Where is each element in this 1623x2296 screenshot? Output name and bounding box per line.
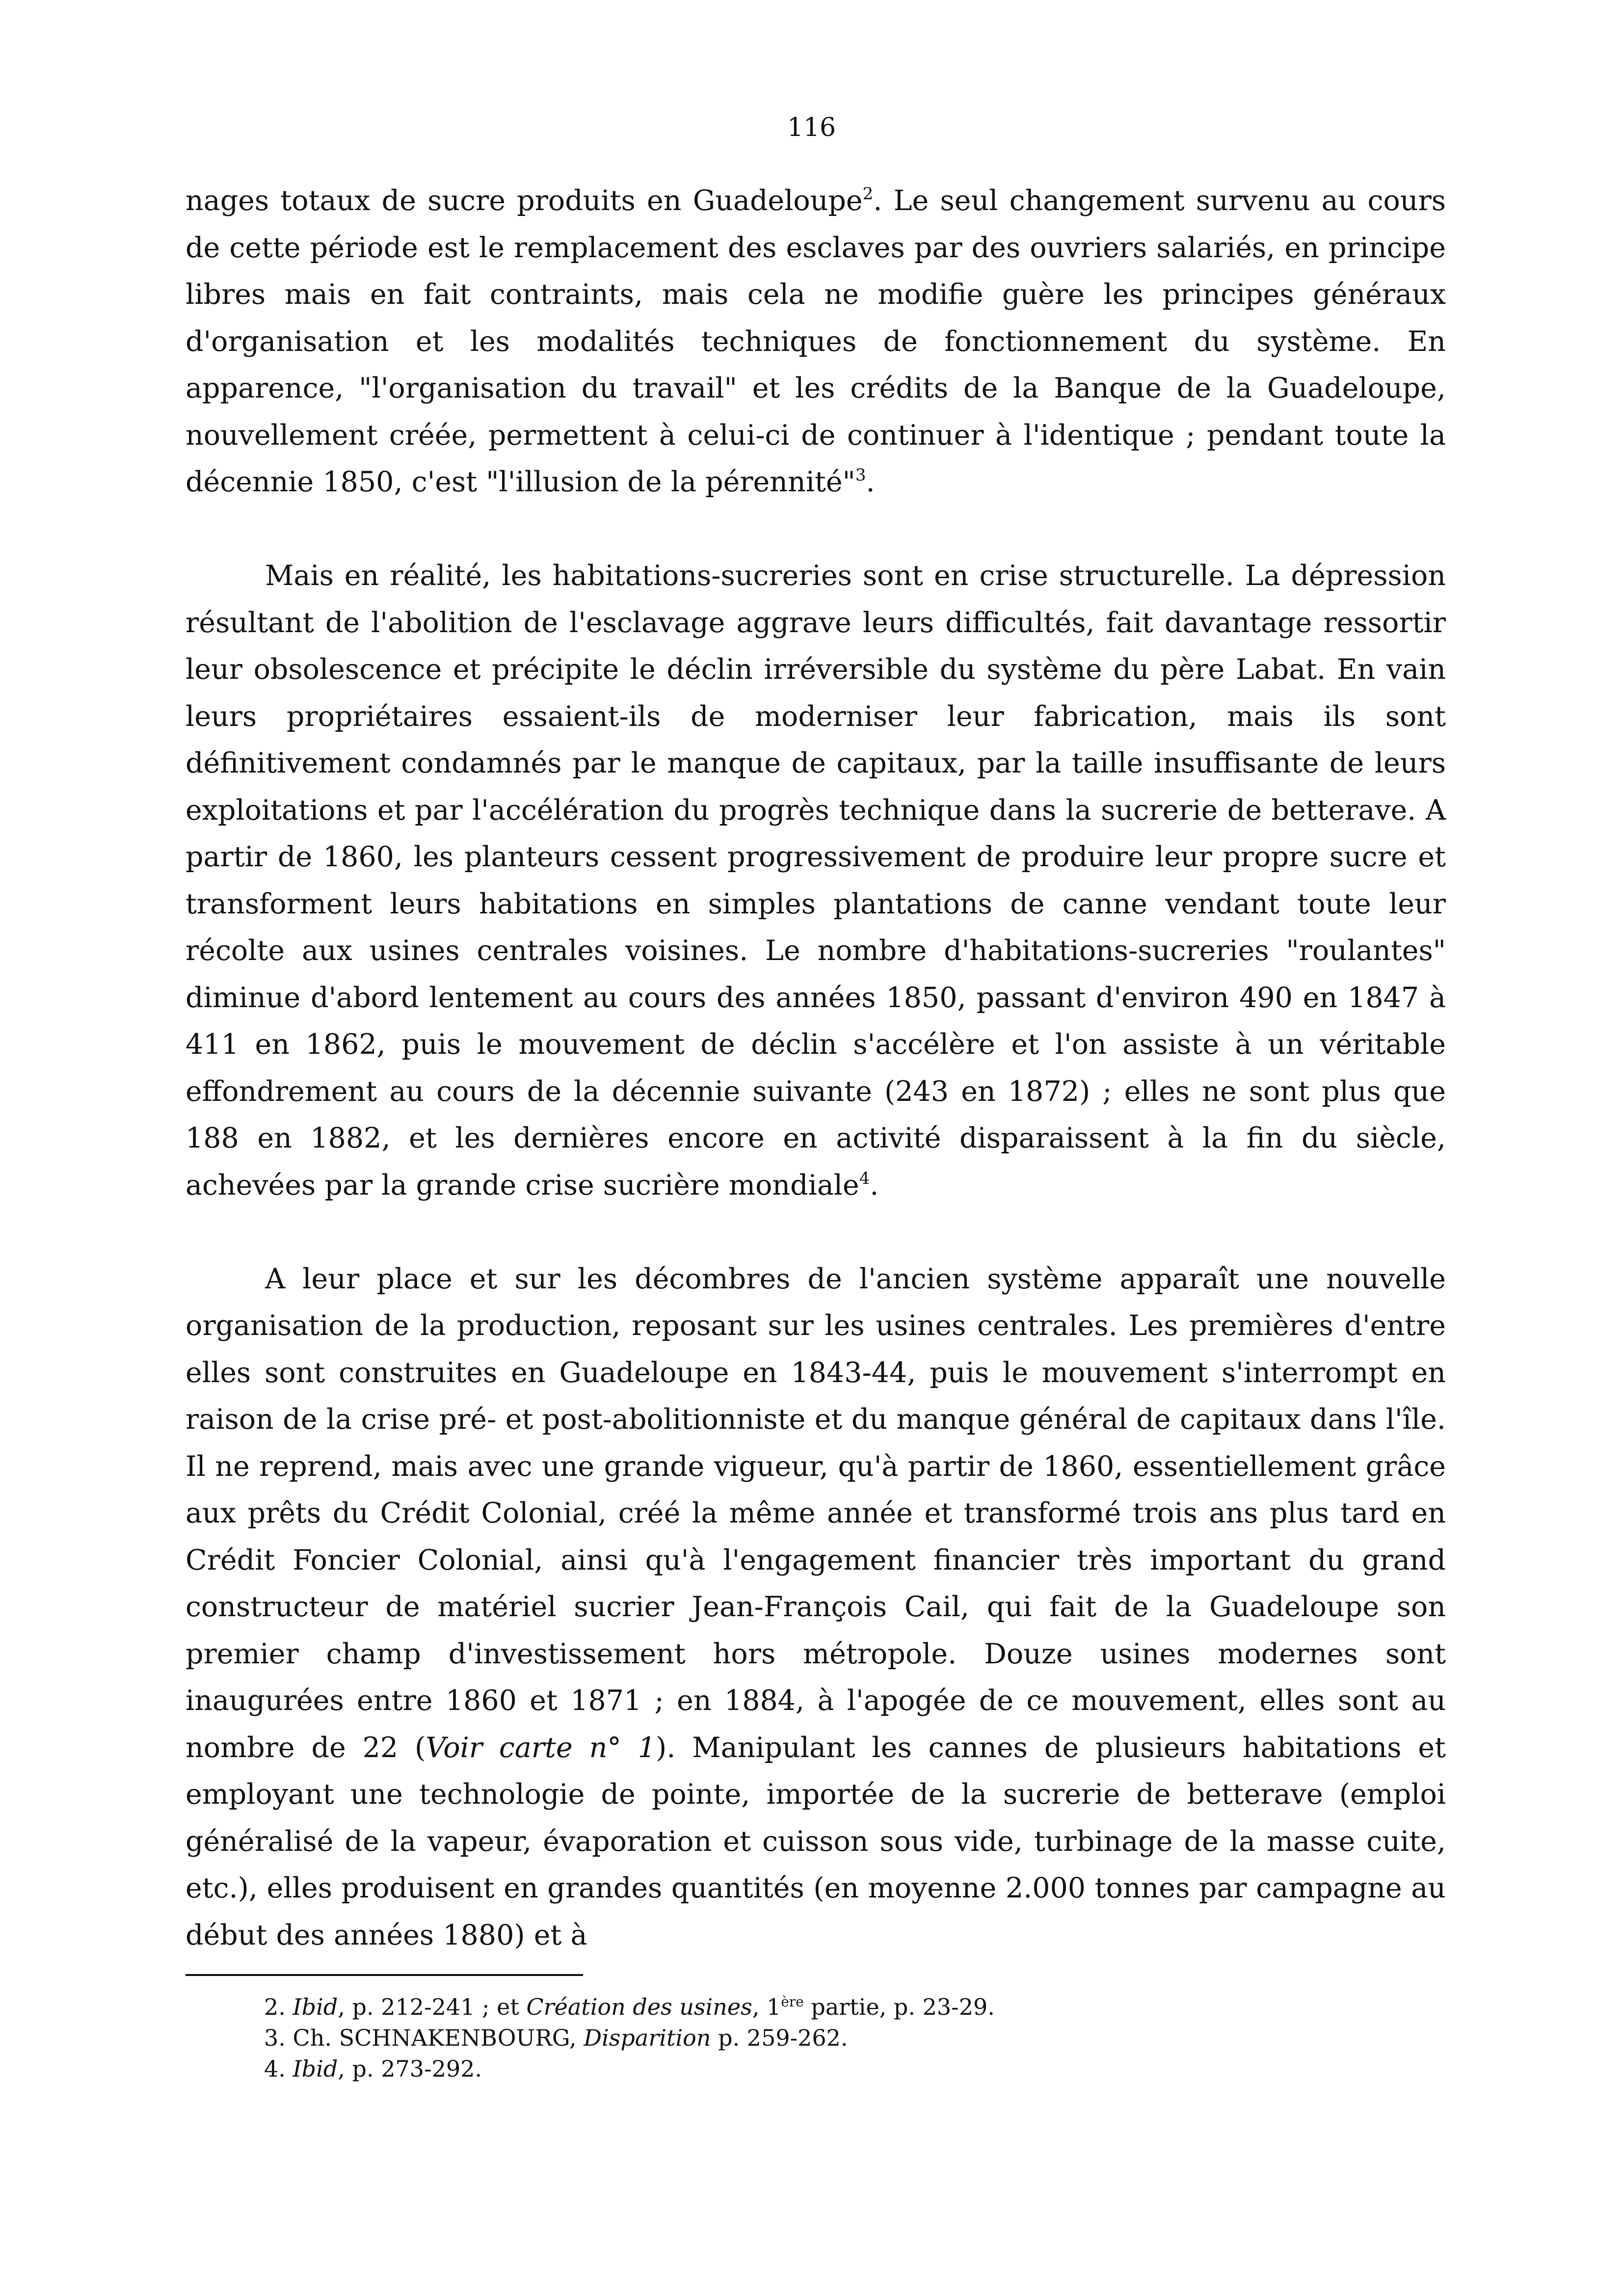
footnote-marker: ère — [781, 1994, 804, 2010]
footnote — [264, 1992, 1442, 2023]
text-run: nages totaux de sucre produits en Guadeloupe — [186, 185, 863, 217]
body-text — [186, 178, 1446, 1959]
text-run: partie, p. 23-29. — [803, 1994, 995, 2020]
text-run: . — [866, 466, 875, 498]
page-number: 116 — [787, 113, 836, 142]
text-run: . — [870, 1169, 879, 1201]
paragraph — [186, 178, 1446, 506]
italic-text: Ibid — [293, 2056, 338, 2082]
footnote — [264, 2054, 1442, 2084]
paragraph — [186, 553, 1446, 1209]
footnote-marker: 3 — [855, 465, 866, 485]
footnotes — [264, 1992, 1442, 2084]
italic-text: Disparition — [584, 2025, 711, 2051]
footnote-marker: 2 — [862, 184, 874, 204]
footnote — [264, 2023, 1442, 2054]
text-run: 4. — [264, 2056, 293, 2082]
italic-text: Création des usines — [526, 1994, 752, 2020]
italic-text: Ibid — [293, 1994, 338, 2020]
text-run: . Le seul changement survenu au cours de cette période est le remplacement des esclaves par des ouvriers salariés, en principe libres mais en fait contraints, mais cela ne modifie guère les principes généraux d'organisation et les modalités techniques de fonctionnement du système. En apparence, "l'organisation du travail" et les crédits de la Banque de la Guadeloupe, nouvellement créée, permettent à celui-ci de continuer à l'identique ; pendant toute la décennie 1850, c'est "l'illusion de la pérennité" — [186, 185, 1446, 498]
text-run: A leur place et sur les décombres de l'ancien système apparaît une nouvelle organisation de la production, reposant sur les usines centrales. Les premières d'entre elles sont construites en Guadeloupe en 1843-44, puis le mouvement s'interrompt en raison de la crise pré- et post-abolitionniste et du manque général de capitaux dans l'île. Il ne reprend, mais avec une grande vigueur, qu'à partir de 1860, essentiellement grâce aux prêts du Crédit Colonial, créé la même année et transformé trois ans plus tard en Crédit Foncier Colonial, ainsi qu'à l'engagement financier très important du grand constructeur de matériel sucrier Jean-François Cail, qui fait de la Guadeloupe son premier champ d'investissement hors métropole. Douze usines modernes sont inaugurées entre 1860 et 1871 ; en 1884, à l'apogée de ce mouvement, elles sont au nombre de 22 ( — [186, 1262, 1446, 1764]
text-run: 2. — [264, 1994, 293, 2020]
italic-text: Voir carte n° 1 — [426, 1731, 656, 1764]
text-run: , 1 — [752, 1994, 781, 2020]
text-run: , p. 212-241 ; et — [338, 1994, 527, 2020]
text-run: p. 259-262. — [711, 2025, 848, 2051]
paragraph — [186, 1256, 1446, 1959]
footnote-separator — [186, 1974, 583, 1976]
text-run: Mais en réalité, les habitations-sucreries sont en crise structurelle. La dépression résultant de l'abolition de l'esclavage aggrave leurs difficultés, fait davantage ressortir leur obsolescence et précipite le déclin irréversible du système du père Labat. En vain leurs propriétaires essaient-ils de moderniser leur fabrication, mais ils sont définitivement condamnés par le manque de capitaux, par la taille insuffisante de leurs exploitations et par l'accélération du progrès technique dans la sucrerie de betterave. A partir de 1860, les planteurs cessent progressivement de produire leur propre sucre et transforment leurs habitations en simples plantations de canne vendant toute leur récolte aux usines centrales voisines. Le nombre d'habitations-sucreries "roulantes" diminue d'abord lentement au cours des années 1850, passant d'environ 490 en 1847 à 411 en 1862, puis le mouvement de déclin s'accélère et l'on assiste à un véritable effondrement au cours de la décennie suivante (243 en 1872) ; elles ne sont plus que 188 en 1882, et les dernières encore en activité disparaissent à la fin du siècle, achevées par la grande crise sucrière mondiale — [186, 560, 1446, 1201]
text-run: ). Manipulant les cannes de plusieurs habitations et employant une technologie de pointe, importée de la sucrerie de betterave (emploi généralisé de la vapeur, évaporation et cuisson sous vide, turbinage de la masse cuite, etc.), elles produisent en grandes quantités (en moyenne 2.000 tonnes par campagne au début des années 1880) et à — [186, 1731, 1446, 1951]
text-run: 3. Ch. SCHNAKENBOURG, — [264, 2025, 584, 2051]
text-run: , p. 273-292. — [338, 2056, 482, 2082]
footnote-marker: 4 — [859, 1168, 870, 1188]
